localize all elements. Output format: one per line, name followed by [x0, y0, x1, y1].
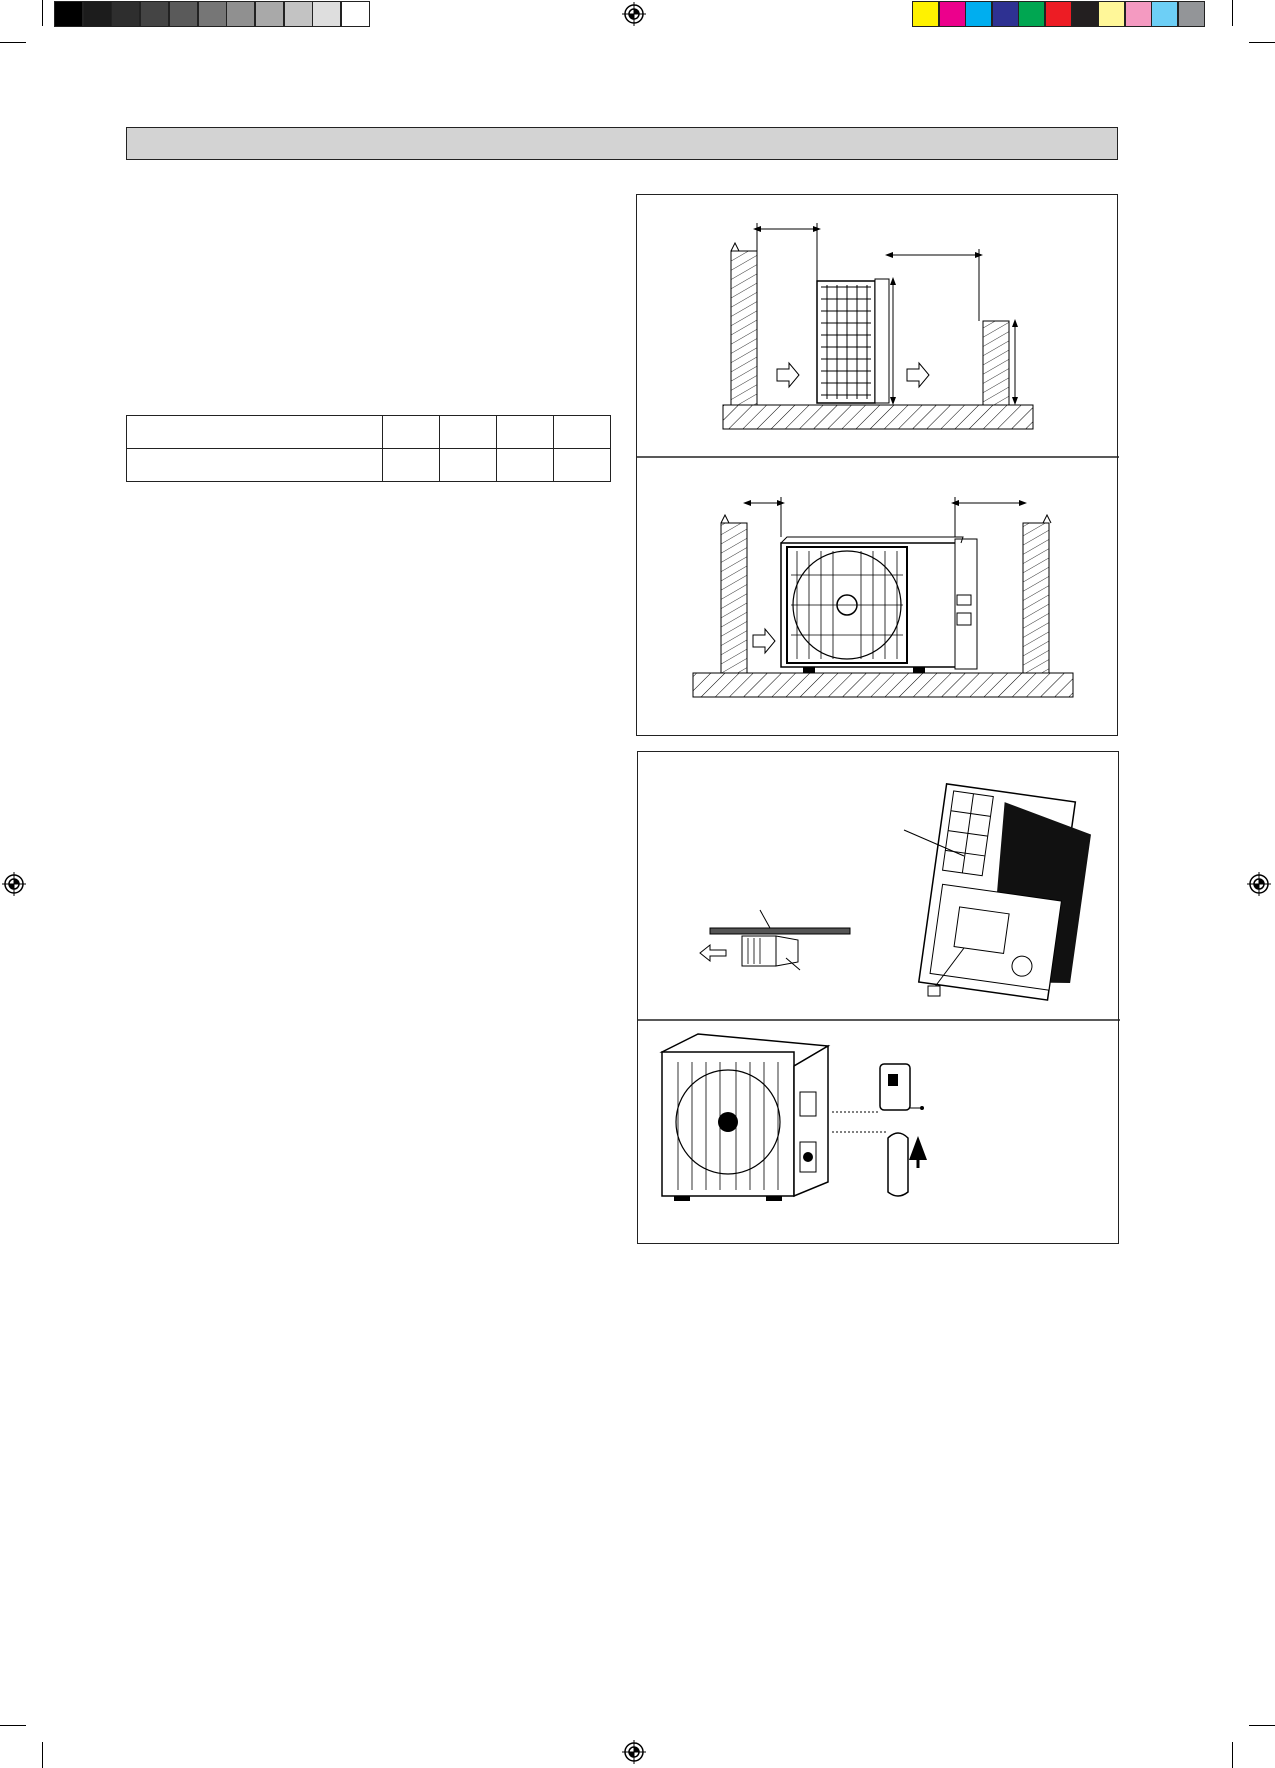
calibration-swatch	[939, 1, 966, 27]
calibration-swatch	[255, 1, 284, 27]
drain-joint-diagram	[700, 784, 1095, 1003]
calibration-swatch	[1045, 1, 1072, 27]
calibration-swatch	[169, 1, 198, 27]
section-title-bar	[126, 127, 1118, 160]
table-cell	[497, 449, 554, 482]
calibration-swatch	[83, 1, 112, 27]
table-cell	[127, 416, 383, 449]
calibration-swatch	[1151, 1, 1178, 27]
registration-mark-top-icon	[622, 2, 646, 26]
calibration-swatch	[111, 1, 140, 27]
table-cell	[440, 416, 497, 449]
table-cell	[497, 416, 554, 449]
calibration-swatch	[992, 1, 1019, 27]
calibration-swatch	[312, 1, 341, 27]
registration-mark-right-icon	[1247, 872, 1271, 896]
calibration-swatch	[1098, 1, 1125, 27]
registration-mark-left-icon	[2, 872, 26, 896]
clearance-figure-panel	[636, 194, 1118, 736]
clearance-table	[126, 415, 611, 482]
installation-figure-panel	[637, 751, 1119, 1244]
valve-cover-diagram	[662, 1034, 924, 1201]
calibration-swatch	[965, 1, 992, 27]
table-cell	[554, 416, 611, 449]
table-cell	[383, 449, 440, 482]
calibration-swatch	[1072, 1, 1099, 27]
calibration-swatch	[1018, 1, 1045, 27]
table-cell	[554, 449, 611, 482]
calibration-swatch	[284, 1, 313, 27]
calibration-swatch	[54, 1, 83, 27]
table-cell	[383, 416, 440, 449]
table-cell	[127, 449, 383, 482]
calibration-swatch	[341, 1, 370, 27]
table-row	[127, 449, 611, 482]
calibration-swatch	[912, 1, 939, 27]
calibration-swatch	[140, 1, 169, 27]
front-view-diagram	[693, 497, 1073, 697]
side-view-diagram	[723, 223, 1033, 429]
calibration-swatch	[1125, 1, 1152, 27]
table-row	[127, 416, 611, 449]
table-cell	[440, 449, 497, 482]
calibration-swatch	[198, 1, 227, 27]
registration-mark-bottom-icon	[622, 1740, 646, 1764]
calibration-swatch	[1178, 1, 1205, 27]
calibration-swatch	[226, 1, 255, 27]
